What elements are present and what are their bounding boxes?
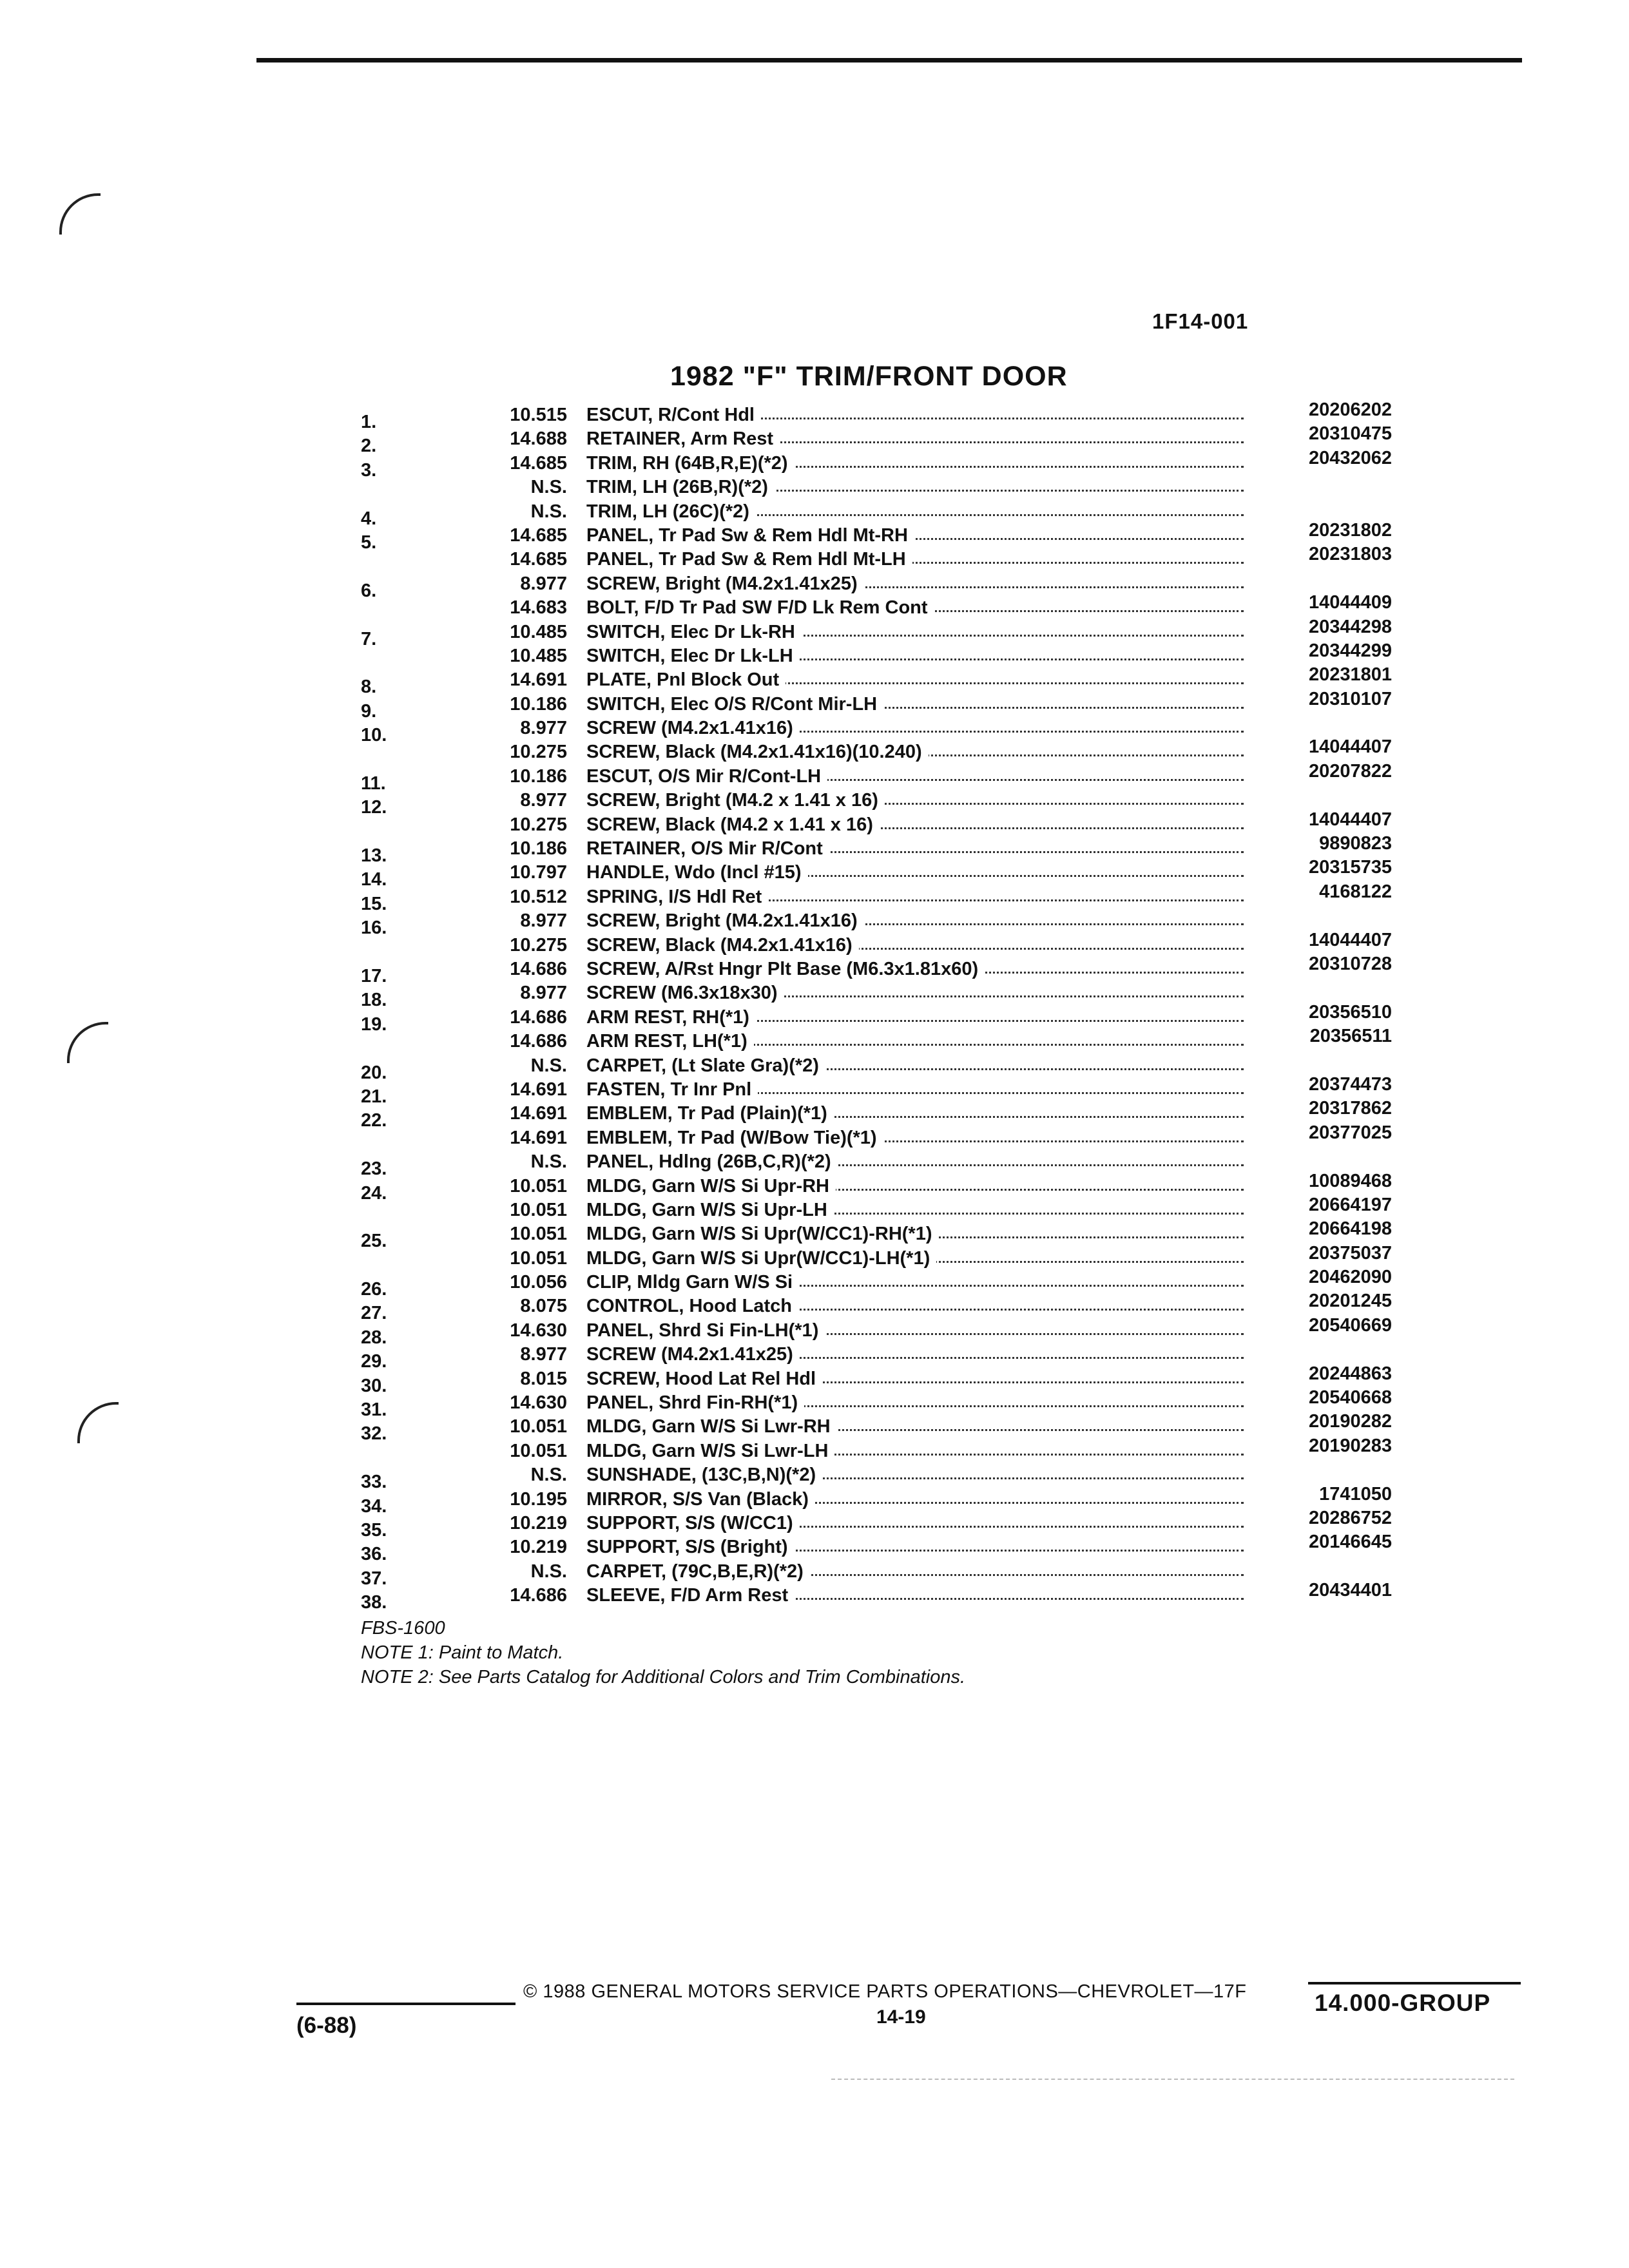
part-row	[361, 640, 1392, 669]
item-number: 6.	[361, 580, 377, 601]
part-row	[361, 983, 1392, 1011]
description-text: MIRROR, S/S Van (Black)	[586, 1489, 815, 1510]
part-description	[586, 597, 1244, 619]
part-number: 20374473	[1308, 1073, 1392, 1095]
part-row	[361, 1242, 1392, 1272]
group-number: 8.977	[520, 1344, 567, 1365]
part-row	[361, 1532, 1392, 1565]
part-description	[586, 1151, 1244, 1173]
description-text: MLDG, Garn W/S Si Lwr-LH	[586, 1441, 834, 1461]
description-text: SCREW, Hood Lat Rel Hdl	[586, 1369, 822, 1389]
notes-block	[361, 1616, 965, 1689]
part-row	[361, 1344, 1392, 1372]
description-text: PLATE, Pnl Block Out	[586, 669, 786, 690]
description-text: SLEEVE, F/D Arm Rest	[586, 1585, 795, 1606]
part-number: 20310107	[1308, 688, 1392, 709]
description-text: ARM REST, LH(*1)	[586, 1031, 754, 1052]
description-text: MLDG, Garn W/S Si Upr-RH	[586, 1176, 836, 1196]
part-number: 10089468	[1308, 1170, 1392, 1191]
item-number: 21.	[361, 1086, 387, 1107]
part-row	[361, 423, 1392, 457]
note-1: NOTE 1: Paint to Match.	[361, 1642, 564, 1663]
item-number: 25.	[361, 1231, 387, 1252]
item-number: 28.	[361, 1327, 387, 1348]
group-number: 14.630	[510, 1392, 567, 1414]
part-description	[586, 1007, 1244, 1028]
group-number: 10.051	[510, 1440, 567, 1461]
part-description	[586, 1079, 1244, 1100]
description-text: SUPPORT, S/S (Bright)	[586, 1537, 795, 1557]
description-text: CONTROL, Hood Latch	[586, 1296, 798, 1316]
description-text: ESCUT, R/Cont Hdl	[586, 405, 761, 425]
part-number: 1741050	[1319, 1483, 1392, 1504]
group-number: 14.688	[510, 428, 567, 450]
part-row	[361, 688, 1392, 722]
description-text: EMBLEM, Tr Pad (Plain)(*1)	[586, 1103, 834, 1124]
part-row	[361, 857, 1392, 890]
document-code: 1F14-001	[1152, 309, 1249, 333]
part-description	[586, 453, 1244, 474]
part-row	[361, 929, 1392, 959]
part-row	[361, 1026, 1392, 1055]
parts-list	[361, 399, 1392, 1613]
part-row	[361, 399, 1392, 432]
group-number: 10.275	[510, 934, 567, 956]
group-number: 14.691	[510, 669, 567, 691]
part-description	[586, 1103, 1244, 1124]
part-description	[586, 1513, 1244, 1534]
part-number: 20540668	[1308, 1387, 1392, 1408]
group-number: N.S.	[530, 1561, 567, 1582]
group-number: 10.515	[510, 405, 567, 425]
part-description	[586, 814, 1244, 836]
group-number: 14.686	[510, 1031, 567, 1052]
page-number: 14-19	[876, 2006, 926, 2028]
group-number: 10.485	[510, 645, 567, 666]
part-description	[586, 1585, 1244, 1606]
description-text: SCREW (M4.2x1.41x16)	[586, 718, 800, 738]
part-row	[361, 1218, 1392, 1252]
part-description	[586, 477, 1244, 498]
group-number: 10.512	[510, 886, 567, 907]
part-description	[586, 1489, 1244, 1510]
group-number: 14.691	[510, 1079, 567, 1100]
part-row	[361, 544, 1392, 573]
description-text: PANEL, Hdlng (26B,C,R)(*2)	[586, 1151, 838, 1172]
part-description	[586, 1320, 1244, 1341]
part-row	[361, 1073, 1392, 1107]
group-number: 14.685	[510, 524, 567, 546]
item-number: 8.	[361, 677, 377, 698]
part-row	[361, 1170, 1392, 1204]
item-number: 26.	[361, 1279, 387, 1300]
group-number: 10.275	[510, 742, 567, 763]
part-number: 20201245	[1308, 1291, 1392, 1312]
part-description	[586, 862, 1244, 883]
item-number: 20.	[361, 1062, 387, 1083]
part-description	[586, 1561, 1244, 1582]
description-text: SCREW (M6.3x18x30)	[586, 983, 784, 1003]
group-number: 10.219	[510, 1537, 567, 1558]
part-row	[361, 1483, 1392, 1517]
description-text: SCREW, Bright (M4.2x1.41x25)	[586, 573, 864, 594]
description-text: ARM REST, RH(*1)	[586, 1007, 756, 1028]
item-number: 2.	[361, 436, 377, 457]
part-number: 14044407	[1308, 929, 1392, 950]
part-description	[586, 501, 1244, 523]
part-row	[361, 1151, 1392, 1180]
part-description	[586, 838, 1244, 860]
footer-rule-left	[296, 2003, 516, 2005]
description-text: PANEL, Tr Pad Sw & Rem Hdl Mt-RH	[586, 525, 914, 546]
part-description	[586, 1224, 1244, 1245]
part-row	[361, 1465, 1392, 1493]
part-number: 20244863	[1308, 1363, 1392, 1384]
item-number: 15.	[361, 893, 387, 914]
description-text: SWITCH, Elec Dr Lk-LH	[586, 646, 800, 666]
item-number: 17.	[361, 965, 387, 986]
part-number: 20206202	[1308, 399, 1392, 420]
part-row	[361, 1435, 1392, 1465]
group-number: 10.051	[510, 1416, 567, 1437]
item-number: 3.	[361, 459, 377, 481]
part-row	[361, 1561, 1392, 1589]
group-number: 10.219	[510, 1512, 567, 1533]
part-row	[361, 1363, 1392, 1396]
part-row	[361, 501, 1392, 529]
description-text: SUNSHADE, (13C,B,N)(*2)	[586, 1465, 822, 1485]
group-number: 14.686	[510, 958, 567, 979]
group-number: 10.051	[510, 1199, 567, 1220]
part-row	[361, 1098, 1392, 1131]
description-text: SCREW, A/Rst Hngr Plt Base (M6.3x1.81x60)	[586, 959, 985, 979]
part-number: 14044409	[1308, 592, 1392, 613]
group-number: 14.691	[510, 1103, 567, 1124]
part-number: 20462090	[1308, 1267, 1392, 1288]
group-number: N.S.	[530, 1151, 567, 1173]
description-text: CARPET, (79C,B,E,R)(*2)	[586, 1561, 810, 1582]
item-number: 36.	[361, 1544, 387, 1565]
description-text: MLDG, Garn W/S Si Upr(W/CC1)-RH(*1)	[586, 1224, 939, 1244]
part-number: 20146645	[1308, 1532, 1392, 1553]
description-text: MLDG, Garn W/S Si Upr(W/CC1)-LH(*1)	[586, 1248, 936, 1269]
part-description	[586, 1128, 1244, 1149]
description-text: PANEL, Shrd Si Fin-LH(*1)	[586, 1320, 825, 1341]
part-row	[361, 881, 1392, 914]
group-number: 10.056	[510, 1272, 567, 1293]
part-number: 20317862	[1308, 1098, 1392, 1119]
group-number: 14.630	[510, 1320, 567, 1341]
group-number: 8.015	[520, 1368, 567, 1389]
part-row	[361, 736, 1392, 765]
part-row	[361, 1194, 1392, 1224]
item-number: 10.	[361, 725, 387, 746]
description-text: SCREW, Bright (M4.2x1.41x16)	[586, 910, 864, 931]
group-number: N.S.	[530, 501, 567, 522]
description-text: TRIM, LH (26C)(*2)	[586, 501, 756, 522]
part-description	[586, 910, 1244, 932]
group-number: 14.691	[510, 1127, 567, 1148]
item-number: 30.	[361, 1375, 387, 1396]
part-row	[361, 760, 1392, 794]
part-row	[361, 1411, 1392, 1445]
group-number: 14.685	[510, 452, 567, 474]
part-number: 20344298	[1308, 616, 1392, 637]
item-number: 7.	[361, 628, 377, 649]
part-number: 20344299	[1308, 640, 1392, 661]
description-text: BOLT, F/D Tr Pad SW F/D Lk Rem Cont	[586, 597, 934, 618]
description-text: SCREW, Bright (M4.2 x 1.41 x 16)	[586, 790, 885, 811]
part-row	[361, 1122, 1392, 1151]
binder-hole-mark	[67, 1022, 108, 1063]
part-description	[586, 1416, 1244, 1437]
reference-code: FBS-1600	[361, 1618, 445, 1639]
group-number: N.S.	[530, 477, 567, 498]
group-number: 10.051	[510, 1224, 567, 1245]
part-number: 20310728	[1308, 953, 1392, 974]
part-row	[361, 1507, 1392, 1541]
revision-date: (6-88)	[296, 2013, 357, 2038]
group-number: 14.686	[510, 1006, 567, 1028]
part-row	[361, 664, 1392, 698]
part-row	[361, 953, 1392, 986]
part-description	[586, 959, 1244, 980]
group-number: 14.686	[510, 1585, 567, 1606]
part-description	[586, 694, 1244, 715]
item-number: 38.	[361, 1592, 387, 1613]
description-text: ESCUT, O/S Mir R/Cont-LH	[586, 766, 827, 787]
part-description	[586, 1344, 1244, 1365]
description-text: MLDG, Garn W/S Si Lwr-RH	[586, 1416, 837, 1437]
part-description	[586, 1176, 1244, 1197]
part-number: 4168122	[1319, 881, 1392, 902]
part-number: 20540669	[1308, 1314, 1392, 1336]
part-description	[586, 525, 1244, 546]
item-number: 34.	[361, 1495, 387, 1517]
item-number: 12.	[361, 797, 387, 818]
copyright-line: © 1988 GENERAL MOTORS SERVICE PARTS OPERATIONS—CHEVROLET—17F	[523, 1981, 1247, 2002]
group-number: 10.485	[510, 621, 567, 642]
part-description	[586, 622, 1244, 643]
part-number: 9890823	[1319, 833, 1392, 854]
description-text: PANEL, Shrd Fin-RH(*1)	[586, 1392, 804, 1413]
part-number: 20377025	[1308, 1122, 1392, 1143]
part-description	[586, 1031, 1244, 1052]
part-description	[586, 1392, 1244, 1414]
part-number: 20664197	[1308, 1194, 1392, 1215]
description-text: HANDLE, Wdo (Incl #15)	[586, 862, 808, 883]
part-row	[361, 1001, 1392, 1035]
group-number: 10.275	[510, 814, 567, 835]
part-row	[361, 1314, 1392, 1348]
group-number: 10.797	[510, 862, 567, 883]
part-row	[361, 1291, 1392, 1324]
part-number: 20356511	[1309, 1026, 1392, 1047]
part-row	[361, 833, 1392, 867]
item-number: 24.	[361, 1182, 387, 1204]
description-text: RETAINER, O/S Mir R/Cont	[586, 838, 829, 859]
part-number: 20356510	[1308, 1001, 1392, 1023]
description-text: PANEL, Tr Pad Sw & Rem Hdl Mt-LH	[586, 549, 912, 570]
group-number: 10.186	[510, 838, 567, 860]
item-number: 31.	[361, 1399, 387, 1421]
description-text: CLIP, Mldg Garn W/S Si	[586, 1272, 799, 1293]
description-text: SCREW, Black (M4.2x1.41x16)(10.240)	[586, 742, 929, 762]
group-number: 14.683	[510, 597, 567, 619]
page-title: 1982 "F" TRIM/FRONT DOOR	[670, 361, 1068, 392]
item-number: 4.	[361, 508, 377, 529]
part-description	[586, 1055, 1244, 1077]
part-row	[361, 718, 1392, 746]
part-description	[586, 669, 1244, 691]
description-text: MLDG, Garn W/S Si Upr-LH	[586, 1200, 834, 1220]
description-text: TRIM, LH (26B,R)(*2)	[586, 477, 775, 497]
part-description	[586, 1537, 1244, 1558]
item-number: 1.	[361, 412, 377, 432]
part-description	[586, 1296, 1244, 1317]
part-description	[586, 1441, 1244, 1462]
part-description	[586, 935, 1244, 956]
description-text: SWITCH, Elec Dr Lk-RH	[586, 622, 802, 642]
note-2: NOTE 2: See Parts Catalog for Additional Colors and Trim Combinations.	[361, 1667, 966, 1687]
part-number: 20310475	[1308, 423, 1392, 445]
item-number: 11.	[361, 773, 386, 794]
description-text: SCREW, Black (M4.2 x 1.41 x 16)	[586, 814, 880, 835]
part-description	[586, 766, 1244, 787]
item-number: 37.	[361, 1568, 387, 1589]
description-text: SCREW (M4.2x1.41x25)	[586, 1344, 800, 1365]
binder-hole-mark	[59, 193, 101, 235]
part-number: 20207822	[1308, 760, 1392, 782]
group-number: N.S.	[530, 1465, 567, 1486]
part-row	[361, 573, 1392, 601]
part-number: 20231801	[1308, 664, 1392, 686]
item-number: 23.	[361, 1158, 387, 1180]
item-number: 5.	[361, 532, 377, 553]
item-number: 27.	[361, 1303, 387, 1324]
part-description	[586, 1248, 1244, 1269]
description-text: SWITCH, Elec O/S R/Cont Mir-LH	[586, 694, 883, 715]
part-description	[586, 790, 1244, 811]
item-number: 29.	[361, 1351, 387, 1372]
part-description	[586, 718, 1244, 739]
binder-hole-mark	[77, 1402, 119, 1443]
group-number: 10.051	[510, 1175, 567, 1196]
group-number: 8.977	[520, 790, 567, 811]
description-text: SCREW, Black (M4.2x1.41x16)	[586, 935, 859, 956]
part-number: 20375037	[1308, 1242, 1392, 1264]
part-row	[361, 910, 1392, 939]
group-number: 8.977	[520, 983, 567, 1004]
part-description	[586, 742, 1244, 763]
part-number: 14044407	[1308, 809, 1392, 830]
item-number: 35.	[361, 1519, 387, 1541]
description-text: SUPPORT, S/S (W/CC1)	[586, 1513, 800, 1533]
part-description	[586, 549, 1244, 570]
part-description	[586, 1272, 1244, 1293]
description-text: EMBLEM, Tr Pad (W/Bow Tie)(*1)	[586, 1128, 883, 1148]
item-number: 16.	[361, 918, 387, 939]
part-description	[586, 428, 1244, 450]
description-text: TRIM, RH (64B,R,E)(*2)	[586, 453, 795, 474]
description-text: RETAINER, Arm Rest	[586, 428, 780, 449]
item-number: 13.	[361, 845, 387, 867]
group-number: 10.195	[510, 1488, 567, 1510]
group-number: N.S.	[530, 1055, 567, 1076]
part-row	[361, 1580, 1392, 1613]
item-number: 33.	[361, 1472, 387, 1493]
part-row	[361, 1055, 1392, 1083]
part-row	[361, 809, 1392, 838]
part-row	[361, 519, 1392, 553]
part-number: 20432062	[1308, 447, 1392, 468]
part-description	[586, 646, 1244, 667]
top-rule	[256, 58, 1522, 62]
part-row	[361, 447, 1392, 481]
item-number: 18.	[361, 990, 387, 1011]
part-number: 20190282	[1308, 1411, 1392, 1432]
part-row	[361, 592, 1392, 621]
group-number: 8.977	[520, 910, 567, 932]
item-number: 9.	[361, 700, 377, 722]
group-number: 10.186	[510, 765, 567, 787]
part-row	[361, 1267, 1392, 1300]
part-row	[361, 616, 1392, 649]
description-text: SPRING, I/S Hdl Ret	[586, 887, 768, 907]
group-code: 14.000-GROUP	[1315, 1990, 1491, 2016]
part-number: 20231803	[1308, 544, 1392, 565]
part-description	[586, 405, 1244, 426]
part-row	[361, 1387, 1392, 1421]
part-description	[586, 573, 1244, 595]
part-description	[586, 1200, 1244, 1221]
part-number: 20190283	[1308, 1435, 1392, 1456]
part-description	[586, 983, 1244, 1004]
item-number: 14.	[361, 869, 387, 890]
part-number: 20286752	[1308, 1507, 1392, 1528]
item-number: 22.	[361, 1110, 387, 1131]
footer-dashed-line	[831, 2079, 1514, 2080]
item-number: 32.	[361, 1423, 387, 1445]
part-description	[586, 1369, 1244, 1390]
part-number: 20231802	[1308, 519, 1392, 541]
group-number: 10.051	[510, 1247, 567, 1269]
group-number: 8.075	[520, 1296, 567, 1317]
group-number: 10.186	[510, 693, 567, 715]
part-row	[361, 790, 1392, 818]
part-number: 14044407	[1308, 736, 1392, 758]
footer-rule-right	[1308, 1982, 1521, 1984]
part-number: 20664198	[1308, 1218, 1392, 1240]
item-number: 19.	[361, 1014, 387, 1035]
part-description	[586, 887, 1244, 908]
group-number: 8.977	[520, 718, 567, 739]
part-number: 20434401	[1308, 1580, 1392, 1601]
part-description	[586, 1465, 1244, 1486]
group-number: 8.977	[520, 573, 567, 594]
description-text: CARPET, (Lt Slate Gra)(*2)	[586, 1055, 825, 1076]
part-number: 20315735	[1308, 857, 1392, 878]
part-row	[361, 477, 1392, 501]
group-number: 14.685	[510, 549, 567, 570]
description-text: FASTEN, Tr Inr Pnl	[586, 1079, 758, 1100]
